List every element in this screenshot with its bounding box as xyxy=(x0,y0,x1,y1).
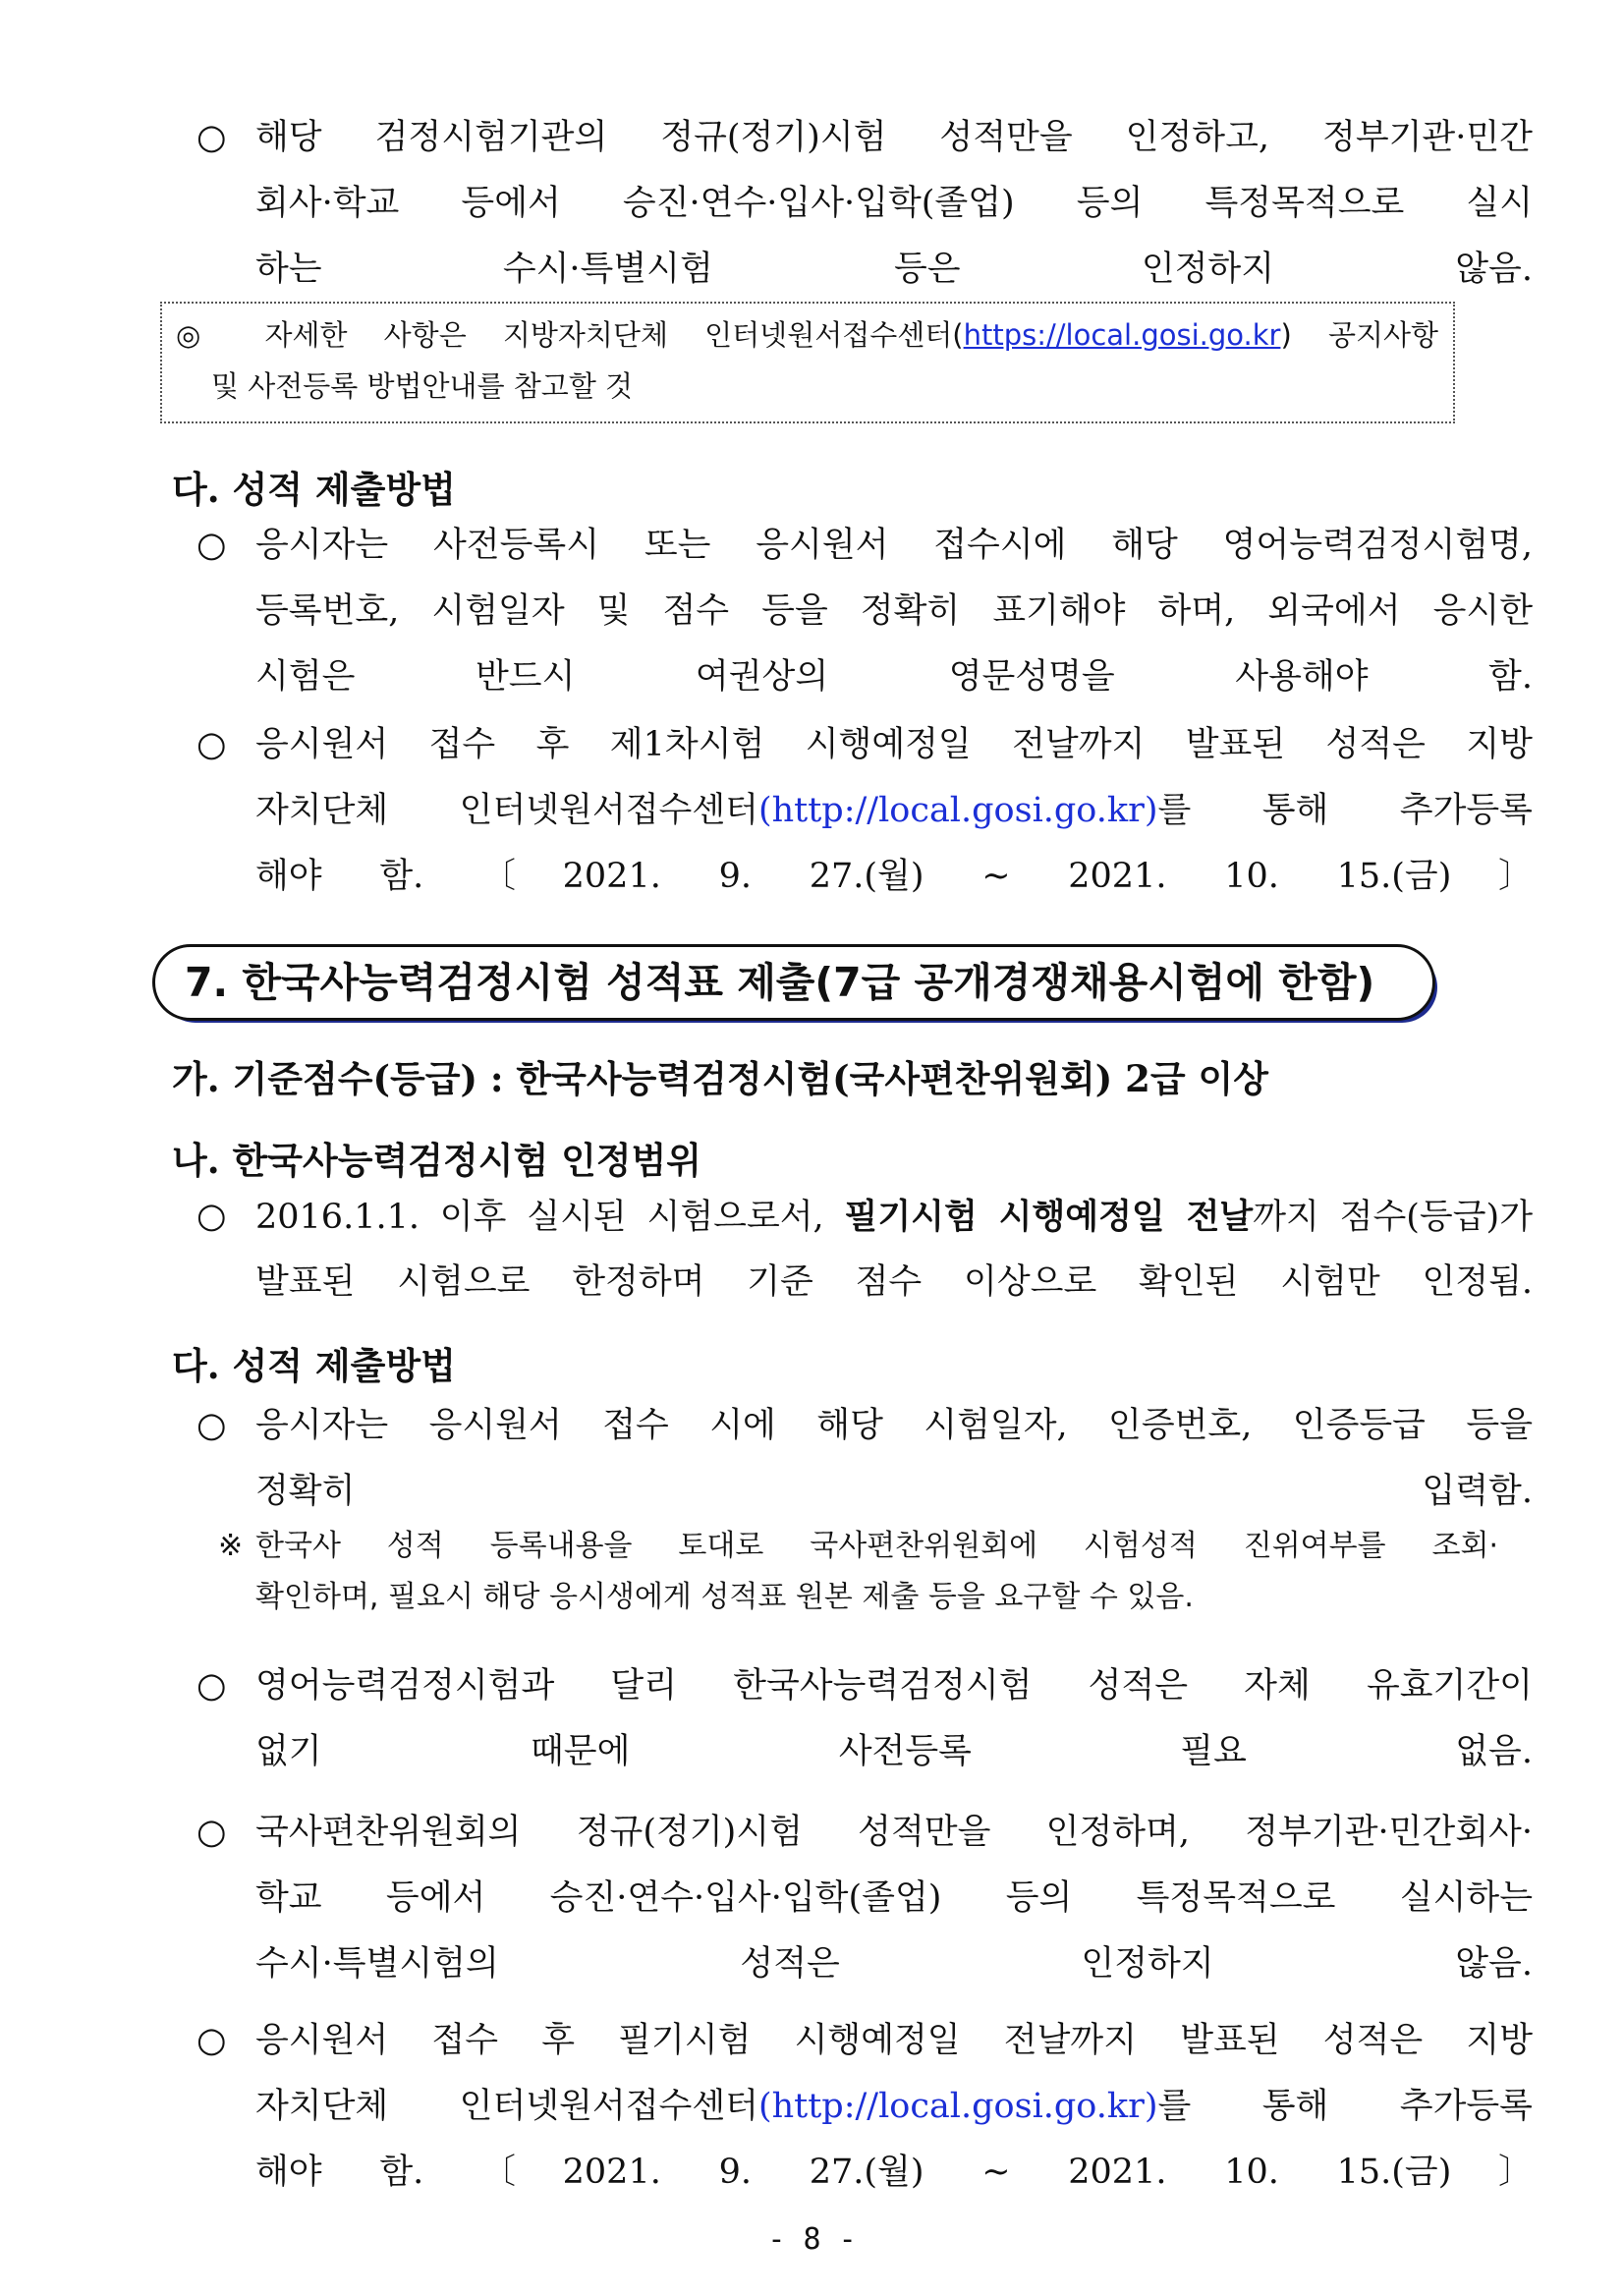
text-line: 회사·학교 등에서 승진·연수·입사·입학(졸업) 등의 특정목적으로 실시 xyxy=(255,184,1533,223)
text-line: 없기 때문에 사전등록 필요 없음. xyxy=(255,1732,1533,1771)
notice-marker: ◎ xyxy=(176,318,229,352)
text-line: 정확히 입력함. xyxy=(255,1472,1533,1511)
bullet-marker: ○ xyxy=(196,526,227,565)
text-part: 자치단체 인터넷원서접수센터 xyxy=(255,2087,758,2126)
text-line: 영어능력검정시험과 달리 한국사능력검정시험 성적은 자체 유효기간이 xyxy=(255,1666,1533,1706)
text-line: 등록번호, 시험일자 및 점수 등을 정확히 표기해야 하며, 외국에서 응시한 xyxy=(255,591,1533,631)
text-line: 해야 함. 〔2021. 9. 27.(월) ~ 2021. 10. 15.(금)〕 xyxy=(255,2153,1533,2192)
text-line: 국사편찬위원회의 정규(정기)시험 성적만을 인정하며, 정부기관·민간회사· xyxy=(255,1813,1533,1852)
text-line: 발표된 시험으로 한정하며 기준 점수 이상으로 확인된 시험만 인정됨. xyxy=(255,1262,1533,1302)
text-line: 확인하며, 필요시 해당 응시생에게 성적표 원본 제출 등을 요구할 수 있음. xyxy=(255,1580,1194,1614)
text-part: 를 통해 추가등록 xyxy=(1157,791,1533,830)
text-line xyxy=(255,778,1533,844)
text-line: 응시원서 접수 후 필기시험 시행예정일 전날까지 발표된 성적은 지방 xyxy=(255,2021,1533,2060)
text-line: 해당 검정시험기관의 정규(정기)시험 성적만을 인정하고, 정부기관·민간 xyxy=(255,118,1533,157)
reference-marker: ※ xyxy=(218,1529,244,1563)
section-7-banner xyxy=(152,944,1435,1021)
bullet-marker: ○ xyxy=(196,725,227,764)
text-line: 하는 수시·특별시험 등은 인정하지 않음. xyxy=(255,250,1533,289)
text-line: 시험은 반드시 여권상의 영문성명을 사용해야 함. xyxy=(255,657,1533,697)
text-line: 응시자는 사전등록시 또는 응시원서 접수시에 해당 영어능력검정시험명, xyxy=(255,526,1533,565)
text-line: 수시·특별시험의 성적은 인정하지 않음. xyxy=(255,1944,1533,1984)
bullet-marker: ○ xyxy=(196,2021,227,2060)
notice-text: 자세한 사항은 지방자치단체 인터넷원서접수센터( xyxy=(264,318,964,352)
text-line: 한국사 성적 등록내용을 토대로 국사편찬위원회에 시험성적 진위여부를 조회· xyxy=(255,1529,1498,1563)
local-gosi-link[interactable]: https://local.gosi.go.kr xyxy=(963,318,1281,352)
notice-text: ) 공지사항 xyxy=(1280,318,1438,352)
bullet-marker: ○ xyxy=(196,1666,227,1706)
notice-line-2: 및 사전등록 방법안내를 참고할 것 xyxy=(211,369,634,403)
text-part: 를 통해 추가등록 xyxy=(1157,2087,1533,2126)
text-line xyxy=(255,2074,1533,2140)
text-line xyxy=(255,1184,1533,1250)
bullet-marker: ○ xyxy=(196,1813,227,1852)
bullet-marker: ○ xyxy=(196,1197,227,1236)
text-part: 까지 점수(등급)가 xyxy=(1253,1198,1534,1237)
bullet-marker: ○ xyxy=(196,118,227,157)
text-part: 자치단체 인터넷원서접수센터 xyxy=(255,791,758,830)
local-gosi-link[interactable]: (http://local.gosi.go.kr) xyxy=(757,2087,1158,2126)
heading-score-submission: 다. 성적 제출방법 xyxy=(172,1344,456,1387)
heading-score-submission: 다. 성적 제출방법 xyxy=(172,468,456,511)
local-gosi-link[interactable]: (http://local.gosi.go.kr) xyxy=(757,791,1158,830)
text-part: 2016.1.1. 이후 실시된 시험으로서, xyxy=(255,1198,845,1237)
bold-text: 필기시험 시행예정일 전날 xyxy=(844,1197,1254,1237)
text-line: 응시자는 응시원서 접수 시에 해당 시험일자, 인증번호, 인증등급 등을 xyxy=(255,1406,1533,1445)
bullet-marker: ○ xyxy=(196,1406,227,1445)
section-7-title: 7. 한국사능력검정시험 성적표 제출(7급 공개경쟁채용시험에 한함) xyxy=(185,959,1375,1006)
text-line: 학교 등에서 승진·연수·입사·입학(졸업) 등의 특정목적으로 실시하는 xyxy=(255,1878,1533,1918)
page-number: - 8 - xyxy=(767,2222,857,2257)
heading-base-score: 가. 기준점수(등급) : 한국사능력검정시험(국사편찬위원회) 2급 이상 xyxy=(172,1057,1269,1100)
notice-box xyxy=(160,302,1455,423)
notice-line-1 xyxy=(176,309,1438,361)
text-line: 해야 함. 〔2021. 9. 27.(월) ~ 2021. 10. 15.(금)〕 xyxy=(255,857,1533,896)
heading-recognition-scope: 나. 한국사능력검정시험 인정범위 xyxy=(172,1139,702,1182)
text-line: 응시원서 접수 후 제1차시험 시행예정일 전날까지 발표된 성적은 지방 xyxy=(255,725,1533,764)
